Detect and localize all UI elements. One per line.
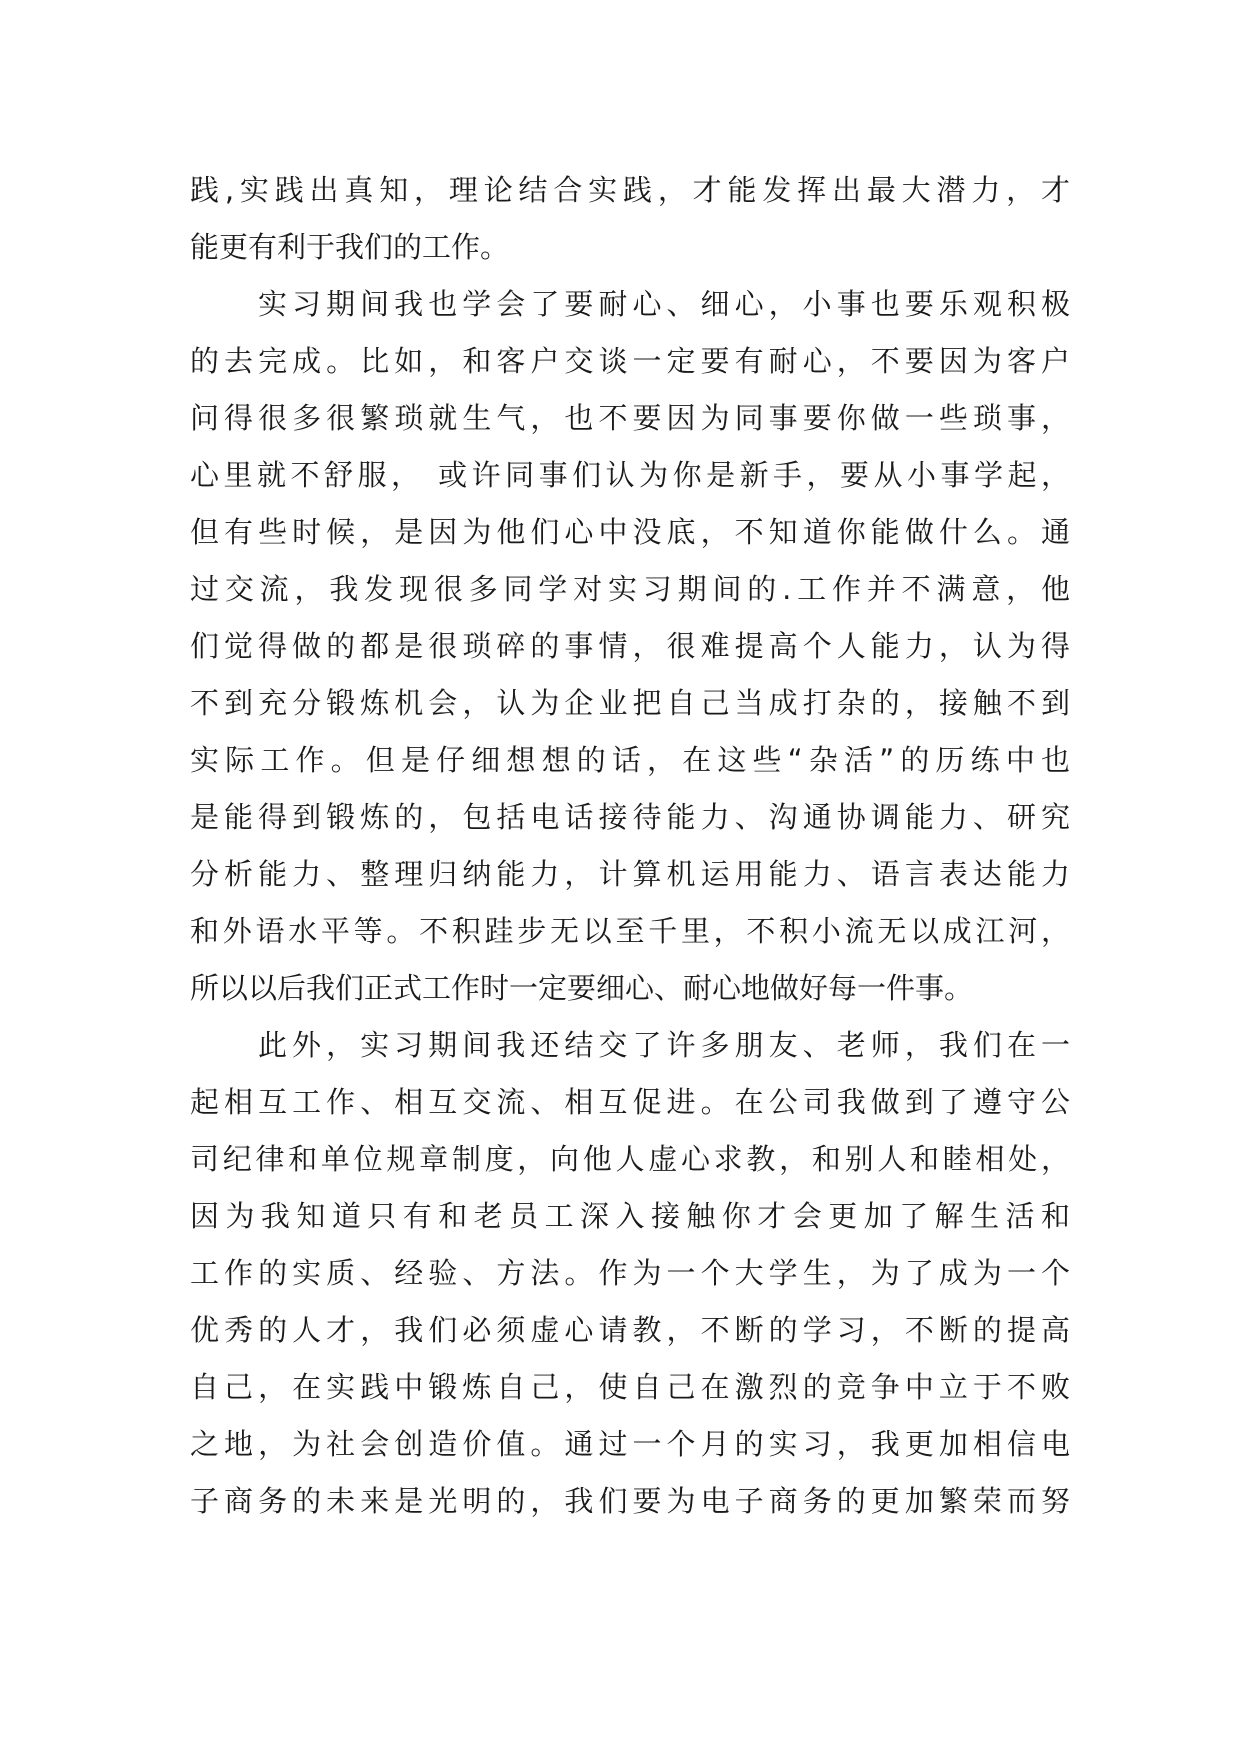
text-line: 不到充分锻炼机会，认为企业把自己当成打杂的，接触不到: [190, 686, 1070, 720]
text-line: 和外语水平等。不积跬步无以至千里，不积小流无以成江河，: [190, 914, 1070, 948]
text-line: 起相互工作、相互交流、相互促进。在公司我做到了遵守公: [190, 1085, 1070, 1119]
text-line: 的去完成。比如，和客户交谈一定要有耐心，不要因为客户: [190, 344, 1070, 378]
text-line: 所以以后我们正式工作时一定要细心、耐心地做好每一件事。: [190, 971, 974, 1005]
text-line: 司纪律和单位规章制度，向他人虚心求教，和别人和睦相处，: [190, 1142, 1070, 1176]
text-line: 此外，实习期间我还结交了许多朋友、老师，我们在一: [258, 1028, 1070, 1062]
text-line: 自己，在实践中锻炼自己，使自己在激烈的竞争中立于不败: [190, 1370, 1070, 1404]
text-line: 但有些时候，是因为他们心中没底，不知道你能做什么。通: [190, 515, 1070, 549]
text-line: 们觉得做的都是很琐碎的事情，很难提高个人能力，认为得: [190, 629, 1070, 663]
text-line: 过交流，我发现很多同学对实习期间的.工作并不满意，他: [190, 572, 1070, 606]
text-line: 因为我知道只有和老员工深入接触你才会更加了解生活和: [190, 1199, 1070, 1233]
text-line: 能更有利于我们的工作。: [190, 230, 510, 264]
text-line: 是能得到锻炼的，包括电话接待能力、沟通协调能力、研究: [190, 800, 1070, 834]
text-line: 分析能力、整理归纳能力，计算机运用能力、语言表达能力: [190, 857, 1070, 891]
text-line: 问得很多很繁琐就生气，也不要因为同事要你做一些琐事，: [190, 401, 1070, 435]
text-line: 实际工作。但是仔细想想的话，在这些“杂活”的历练中也: [190, 743, 1070, 777]
text-line: 工作的实质、经验、方法。作为一个大学生，为了成为一个: [190, 1256, 1070, 1290]
text-line: 践,实践出真知，理论结合实践，才能发挥出最大潜力，才: [190, 173, 1070, 207]
text-line: 实习期间我也学会了要耐心、细心，小事也要乐观积极: [258, 287, 1070, 321]
text-line: 子商务的未来是光明的，我们要为电子商务的更加繁荣而努: [190, 1484, 1070, 1518]
text-line: 之地，为社会创造价值。通过一个月的实习，我更加相信电: [190, 1427, 1070, 1461]
text-line: 优秀的人才，我们必须虚心请教，不断的学习，不断的提高: [190, 1313, 1070, 1347]
text-line: 心里就不舒服， 或许同事们认为你是新手，要从小事学起，: [190, 458, 1070, 492]
